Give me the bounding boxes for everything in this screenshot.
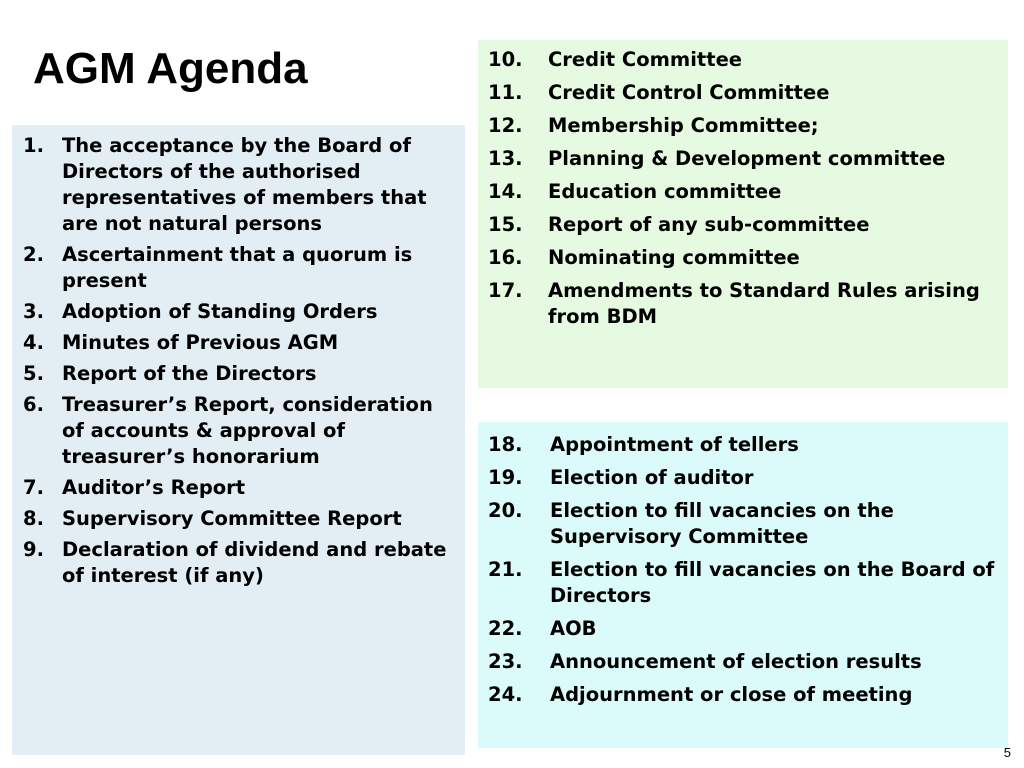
agenda-item [488,212,998,238]
agenda-item-text: Appointment of tellers [550,433,799,456]
agenda-item [488,245,998,271]
agenda-item-text: Credit Committee [548,48,743,71]
agenda-item-text: Nominating committee [548,246,800,269]
agenda-item-text: Membership Committee; [548,114,819,137]
agenda-item-text: Report of the Directors [62,362,317,385]
agenda-item-text: Report of any sub-committee [548,213,870,236]
agenda-item-text: The acceptance by the Board of Directors of the authorised representatives of members that are not natural persons [62,134,427,235]
agenda-item-number: 11. [488,81,523,104]
agenda-item [488,47,998,73]
agenda-item-number: 19. [488,466,523,489]
agenda-item [488,616,998,642]
agenda-item [23,330,453,356]
agenda-item-text: Ascertainment that a quorum is present [62,243,413,292]
agenda-item-number: 20. [488,499,523,522]
agenda-item [23,506,453,532]
agenda-item-number: 9. [23,538,44,561]
agenda-item-text: Credit Control Committee [548,81,830,104]
agenda-item-number: 3. [23,300,44,323]
agenda-item-number: 7. [23,476,44,499]
agenda-item-number: 8. [23,507,44,530]
agenda-list-bottom-right [488,432,998,708]
agenda-item-text: AOB [550,617,597,640]
agenda-item [23,361,453,387]
agenda-item [23,133,453,237]
agenda-list-top-right [488,47,998,330]
agenda-item-number: 24. [488,683,523,706]
agenda-item-number: 6. [23,393,44,416]
agenda-item [488,432,998,458]
agenda-item-text: Auditor’s Report [62,476,246,499]
agenda-item-text: Declaration of dividend and rebate of interest (if any) [62,538,447,587]
agenda-item [488,80,998,106]
agenda-item [23,392,453,470]
agenda-item-text: Treasurer’s Report, consideration of accounts & approval of treasurer’s honorarium [62,393,433,468]
agenda-item-text: Planning & Development committee [548,147,946,170]
agenda-item-number: 22. [488,617,523,640]
agenda-item [488,557,998,609]
agenda-item [23,475,453,501]
slide-title: AGM Agenda [33,44,308,93]
agenda-item-text: Adoption of Standing Orders [62,300,378,323]
agenda-item [488,649,998,675]
agenda-list-left [23,133,453,589]
agenda-item [488,146,998,172]
agenda-item-number: 16. [488,246,523,269]
agenda-item-text: Supervisory Committee Report [62,507,402,530]
agenda-item-number: 15. [488,213,523,236]
agenda-item-text: Adjournment or close of meeting [550,683,913,706]
agenda-panel-bottom-right [478,422,1008,748]
agenda-item-text: Minutes of Previous AGM [62,331,339,354]
agenda-item [488,682,998,708]
agenda-panel-top-right [478,40,1008,388]
agenda-item [488,113,998,139]
agenda-item [23,242,453,294]
agenda-item-text: Education committee [548,180,782,203]
agenda-item-text: Election to fill vacancies on the Supervisory Committee [550,499,894,548]
agenda-item-text: Amendments to Standard Rules arising from BDM [548,279,980,328]
agenda-item [23,537,453,589]
agenda-item-text: Election of auditor [550,466,754,489]
agenda-item [23,299,453,325]
agenda-item-text: Announcement of election results [550,650,922,673]
agenda-item-text: Election to fill vacancies on the Board of Directors [550,558,995,607]
agenda-item [488,179,998,205]
agenda-item [488,465,998,491]
agenda-item-number: 13. [488,147,523,170]
agenda-item-number: 4. [23,331,44,354]
agenda-item-number: 23. [488,650,523,673]
page-number: 5 [1003,745,1011,760]
agenda-item-number: 10. [488,48,523,71]
agenda-item-number: 17. [488,279,523,302]
agenda-item-number: 14. [488,180,523,203]
agenda-item-number: 18. [488,433,523,456]
agenda-item-number: 21. [488,558,523,581]
agenda-item [488,278,998,330]
agenda-item [488,498,998,550]
agenda-item-number: 12. [488,114,523,137]
agenda-item-number: 1. [23,134,44,157]
agenda-item-number: 2. [23,243,44,266]
agenda-panel-left [12,125,465,755]
agenda-item-number: 5. [23,362,44,385]
